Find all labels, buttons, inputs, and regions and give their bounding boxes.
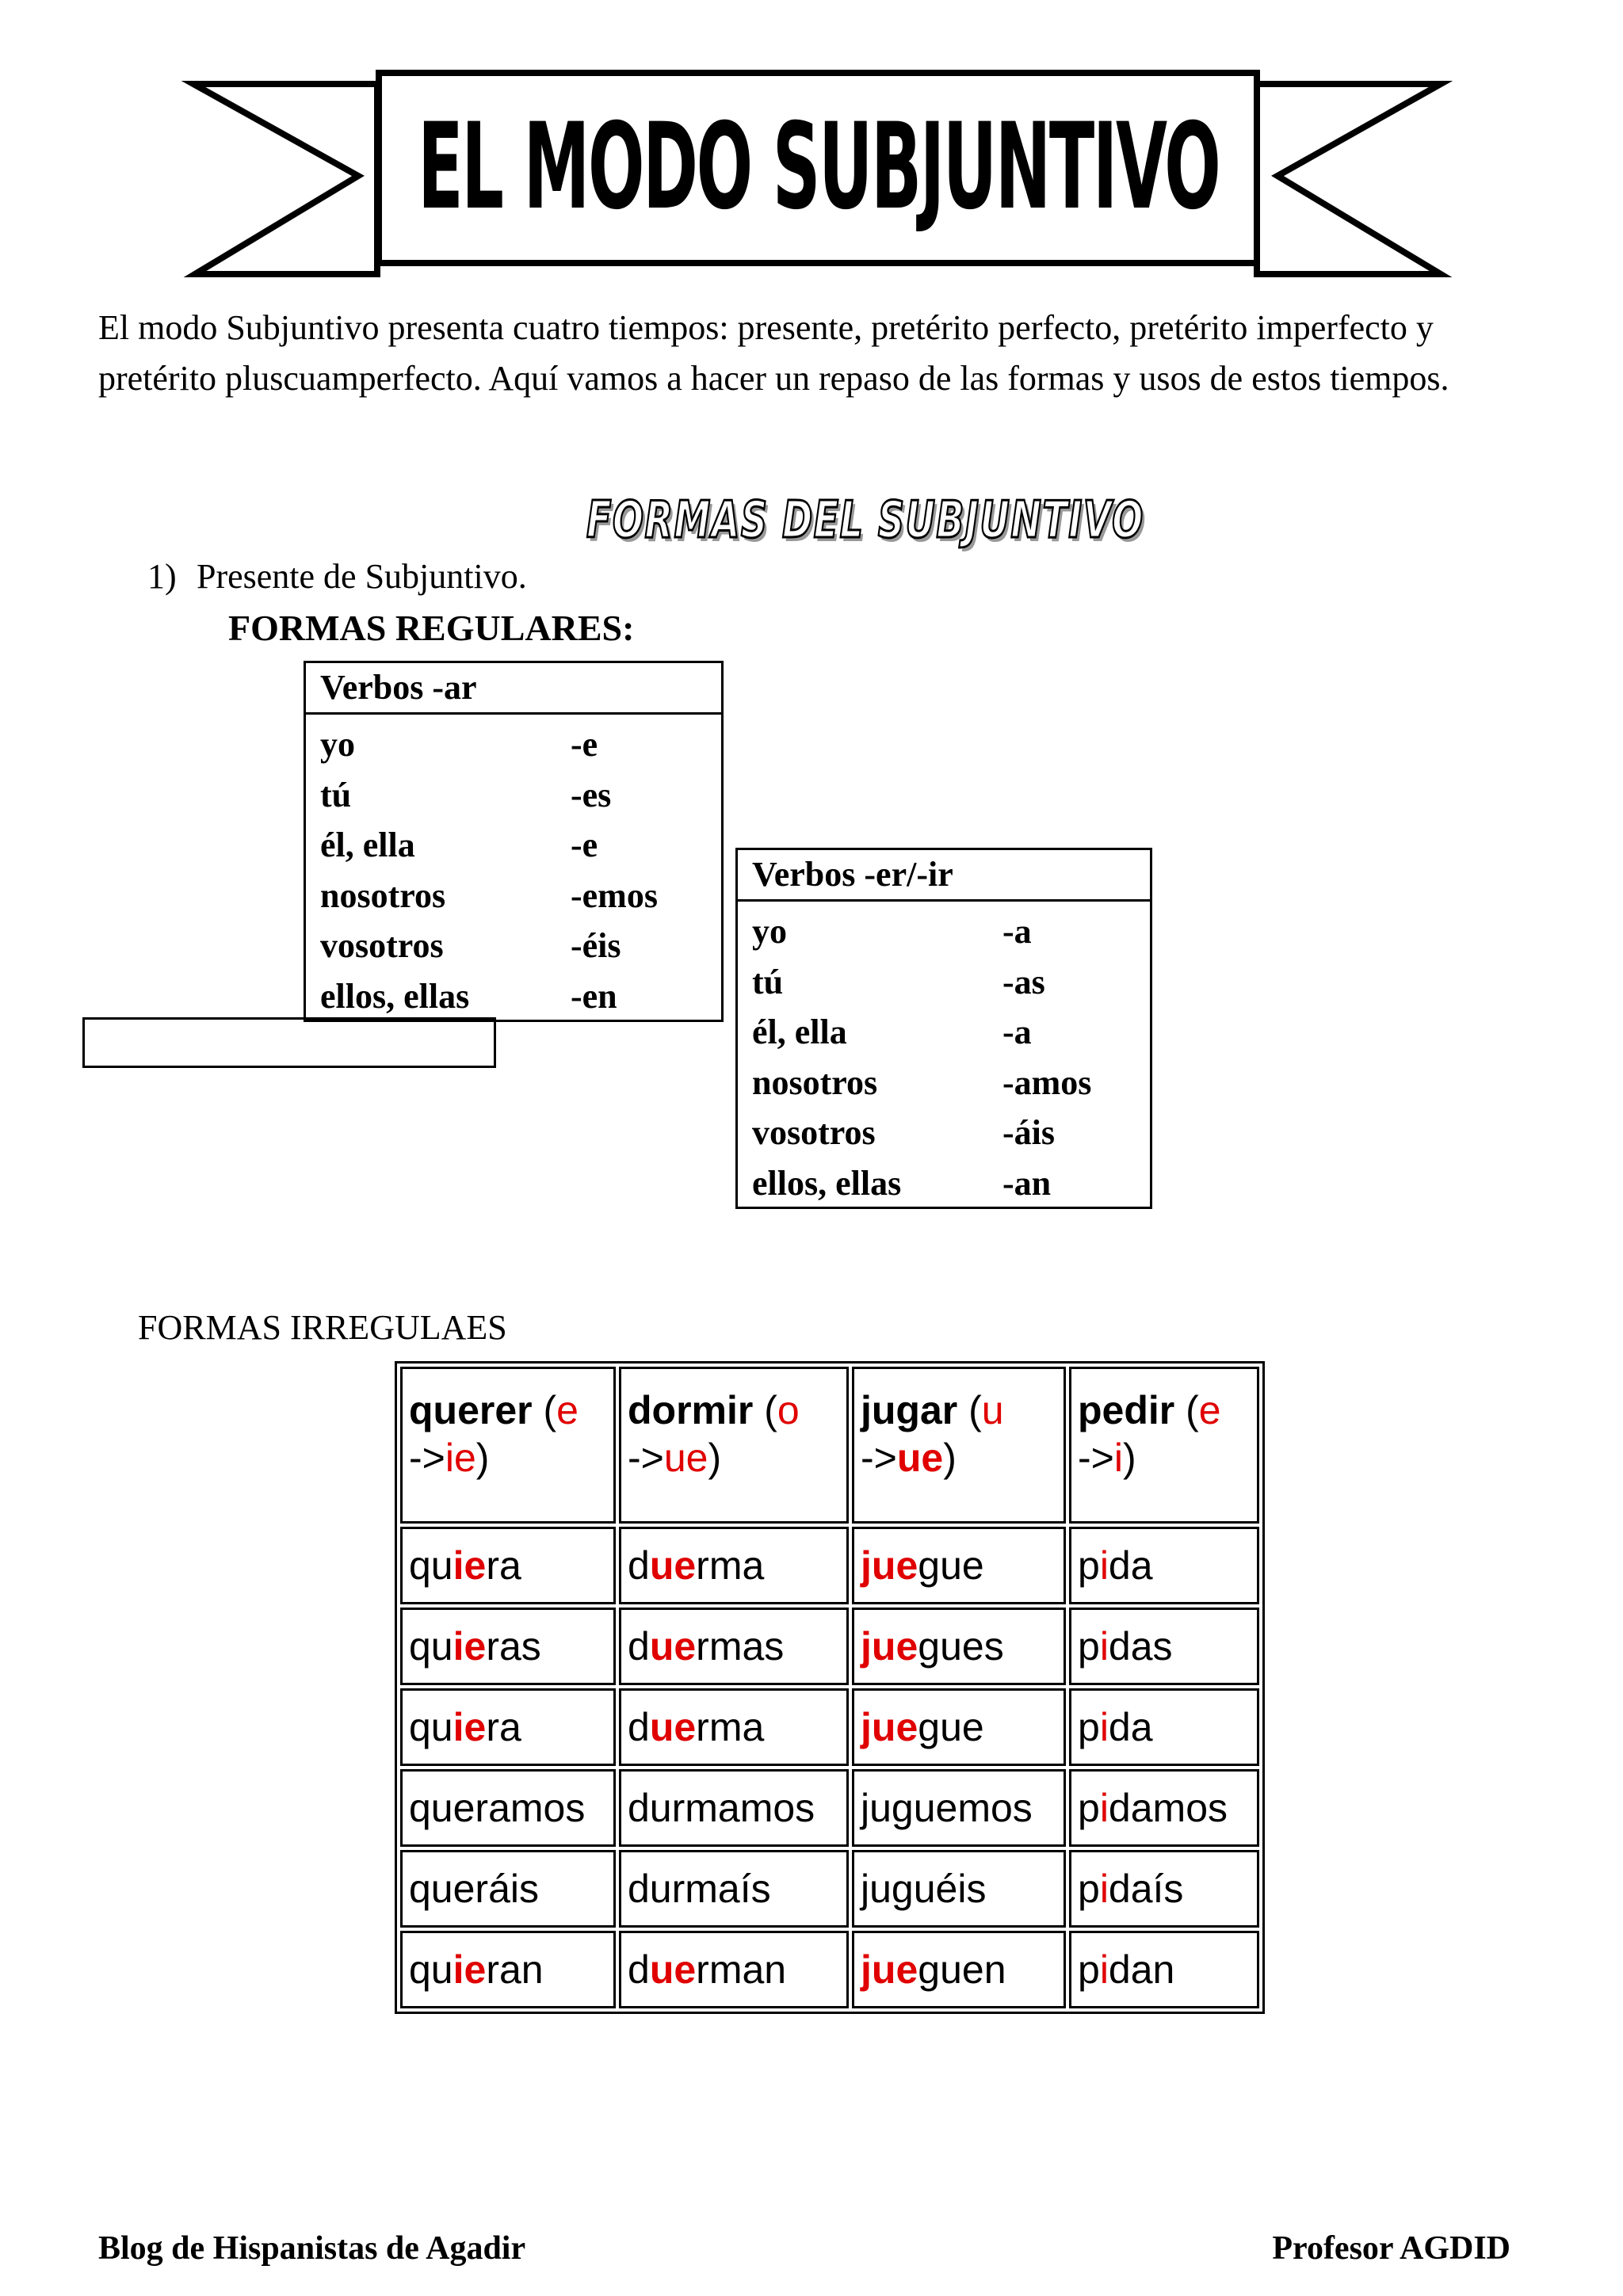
stem-end: da: [1108, 1543, 1153, 1588]
stem-end: gue: [918, 1543, 984, 1588]
pronoun: nosotros: [752, 1062, 878, 1102]
er-ir-table-body: [738, 902, 1150, 1208]
stem-start: juguemos: [861, 1786, 1033, 1830]
table-row: [306, 719, 721, 770]
stem-end: daís: [1108, 1867, 1184, 1911]
stem-change: ie: [453, 1543, 487, 1588]
paren-open: (: [753, 1388, 777, 1432]
section-heading: FORMAS DEL SUBJUNTIVO: [586, 491, 1144, 550]
list-item-number: 1): [147, 557, 177, 596]
stem-start: j: [861, 1705, 872, 1749]
conjugation-cell: [619, 1608, 849, 1685]
stem-end: ra: [486, 1705, 521, 1749]
ending: -e: [571, 725, 598, 764]
conjugation-cell: [1069, 1608, 1259, 1685]
conjugation-cell: [852, 1608, 1066, 1685]
stem-end: rmas: [696, 1624, 785, 1669]
stem-start: j: [861, 1624, 872, 1669]
vowel-to: ie: [445, 1436, 476, 1480]
arrow: ->: [409, 1436, 445, 1480]
conjugation-cell: [619, 1688, 849, 1766]
table-row: [400, 1527, 1259, 1604]
banner-right-tail: [1257, 84, 1441, 274]
stem-change: ie: [453, 1624, 487, 1669]
intro-paragraph: El modo Subjuntivo presenta cuatro tiempos: presente, pretérito perfecto, pretérito imperfecto y pretérito pluscuamperfecto. Aquí vamos a hacer un repaso de las formas y usos de estos tiempos.: [98, 308, 1449, 398]
er-ir-table-heading: Verbos -er/-ir: [738, 850, 1150, 902]
header-cell-dormir: [619, 1367, 849, 1524]
pronoun: yo: [752, 912, 787, 951]
stem-end: gue: [918, 1705, 984, 1749]
stem-change: ue: [649, 1705, 697, 1749]
stem-change: ue: [649, 1624, 697, 1669]
list-item-text: Presente de Subjuntivo.: [197, 557, 527, 596]
verb: dormir: [628, 1388, 754, 1432]
conjugation-cell: [1069, 1850, 1259, 1928]
conjugation-cell: [619, 1850, 849, 1928]
ending: -as: [1002, 962, 1045, 1001]
pronoun: él, ella: [320, 826, 415, 864]
pronoun: tú: [320, 775, 352, 814]
stem-end: gues: [918, 1624, 1004, 1669]
conjugation-cell: [400, 1688, 616, 1766]
conjugation-cell: [619, 1769, 849, 1847]
stem-start: d: [628, 1947, 650, 1992]
vowel-to: ue: [896, 1436, 944, 1480]
verb: querer: [409, 1388, 533, 1432]
stem-start: queramos: [409, 1786, 586, 1830]
paren-open: (: [957, 1388, 982, 1432]
stem-end: dan: [1108, 1947, 1175, 1992]
conjugation-cell: [400, 1931, 616, 2008]
paren-open: (: [532, 1388, 557, 1432]
stem-change: i: [1099, 1705, 1109, 1749]
conjugation-cell: [619, 1931, 849, 2008]
ending: -e: [571, 826, 598, 864]
stem-start: p: [1078, 1947, 1100, 1992]
stem-start: p: [1078, 1624, 1100, 1669]
table-row: [738, 1058, 1150, 1108]
pronoun: tú: [752, 962, 784, 1001]
footer-author: Profesor AGDID: [1272, 2230, 1510, 2267]
conjugation-cell: [1069, 1688, 1259, 1766]
conjugation-cell: [400, 1608, 616, 1685]
vowel-from: e: [556, 1388, 579, 1432]
vowel-to: ue: [663, 1436, 708, 1480]
conjugation-cell: [852, 1688, 1066, 1766]
stem-change: ue: [871, 1543, 918, 1588]
ar-endings-table: [304, 661, 724, 1022]
ar-table-body: [306, 715, 721, 1021]
vowel-from: o: [777, 1388, 800, 1432]
header-cell-jugar: [852, 1367, 1066, 1524]
ar-table-heading: Verbos -ar: [306, 663, 721, 715]
pronoun: yo: [320, 725, 355, 764]
banner-left-tail: [193, 84, 377, 274]
stem-change: ue: [649, 1543, 697, 1588]
stem-change: ue: [649, 1947, 697, 1992]
table-row: [306, 971, 721, 1022]
pronoun: él, ella: [752, 1013, 847, 1051]
vowel-from: e: [1198, 1388, 1221, 1432]
table-row: [738, 1108, 1150, 1158]
stem-start: p: [1078, 1705, 1100, 1749]
ending: -áis: [1002, 1113, 1055, 1152]
table-row: [400, 1608, 1259, 1685]
stem-change: ue: [871, 1624, 918, 1669]
stem-change: i: [1099, 1786, 1109, 1830]
pronoun: vosotros: [320, 926, 444, 965]
vowel-from: u: [981, 1388, 1004, 1432]
irregular-forms-heading: FORMAS IRREGULAES: [138, 1308, 507, 1347]
table-row: [306, 770, 721, 821]
stem-start: p: [1078, 1786, 1100, 1830]
ending: -a: [1002, 1013, 1032, 1051]
stem-change: i: [1099, 1624, 1109, 1669]
pronoun: nosotros: [320, 875, 446, 915]
stem-start: p: [1078, 1867, 1100, 1911]
stem-start: queráis: [409, 1867, 539, 1911]
footer-blog-name: Blog de Hispanistas de Agadir: [98, 2230, 526, 2267]
header-cell-pedir: [1069, 1367, 1259, 1524]
paren-close: ): [1122, 1436, 1136, 1480]
ending: -éis: [571, 926, 621, 965]
stem-change: i: [1099, 1867, 1109, 1911]
ending: -en: [571, 976, 617, 1016]
conjugation-cell: [1069, 1931, 1259, 2008]
conjugation-cell: [400, 1527, 616, 1604]
stem-start: juguéis: [861, 1867, 987, 1911]
arrow: ->: [861, 1436, 897, 1480]
stem-start: qu: [409, 1624, 453, 1669]
stem-change: ie: [453, 1705, 487, 1749]
stem-start: qu: [409, 1947, 453, 1992]
stem-end: rman: [696, 1947, 787, 1992]
empty-box: [82, 1017, 496, 1068]
table-row: [306, 921, 721, 971]
conjugation-cell: [852, 1850, 1066, 1928]
conjugation-cell: [852, 1769, 1066, 1847]
arrow: ->: [1078, 1436, 1114, 1480]
ending: -emos: [571, 875, 658, 915]
stem-start: qu: [409, 1705, 453, 1749]
stem-end: das: [1108, 1624, 1173, 1669]
table-row: [400, 1931, 1259, 2008]
ending: -amos: [1002, 1062, 1092, 1102]
stem-change: i: [1099, 1543, 1109, 1588]
stem-end: ra: [486, 1543, 521, 1588]
vowel-to: i: [1113, 1436, 1123, 1480]
stem-end: rma: [696, 1543, 765, 1588]
conjugation-cell: [1069, 1527, 1259, 1604]
table-row: [306, 820, 721, 871]
stem-end: rma: [696, 1705, 765, 1749]
stem-end: guen: [918, 1947, 1006, 1992]
stem-start: d: [628, 1705, 650, 1749]
pronoun: vosotros: [752, 1113, 876, 1152]
stem-start: p: [1078, 1543, 1100, 1588]
conjugation-cell: [400, 1850, 616, 1928]
stem-start: durmaís: [628, 1867, 771, 1911]
table-row: [400, 1688, 1259, 1766]
stem-start: d: [628, 1543, 650, 1588]
stem-start: j: [861, 1947, 872, 1992]
ending: -an: [1002, 1163, 1052, 1203]
table-row: [738, 906, 1150, 957]
stem-start: qu: [409, 1543, 453, 1588]
table-row: [400, 1850, 1259, 1928]
stem-start: d: [628, 1624, 650, 1669]
irregular-verbs-table: [395, 1361, 1265, 2014]
verb: jugar: [861, 1388, 958, 1432]
verb: pedir: [1078, 1388, 1175, 1432]
regular-forms-heading: FORMAS REGULARES:: [228, 608, 635, 648]
table-header-row: [400, 1367, 1259, 1524]
conjugation-cell: [400, 1769, 616, 1847]
table-row: [738, 1158, 1150, 1209]
conjugation-cell: [619, 1527, 849, 1604]
er-ir-endings-table: [735, 848, 1152, 1209]
ending: -a: [1002, 912, 1032, 951]
banner-title-wrap: [379, 76, 1258, 258]
paren-close: ): [708, 1436, 722, 1480]
ending: -es: [571, 775, 612, 814]
pronoun: ellos, ellas: [752, 1163, 902, 1203]
page-title: EL MODO SUBJUNTIVO: [418, 98, 1220, 236]
stem-change: ue: [871, 1705, 918, 1749]
conjugation-cell: [852, 1527, 1066, 1604]
header-cell-querer: [400, 1367, 616, 1524]
stem-start: j: [861, 1543, 872, 1588]
stem-end: ras: [486, 1624, 541, 1669]
stem-end: da: [1108, 1705, 1153, 1749]
conjugation-cell: [1069, 1769, 1259, 1847]
conjugation-cell: [852, 1931, 1066, 2008]
stem-change: ie: [453, 1947, 487, 1992]
paren-close: ): [943, 1436, 957, 1480]
stem-change: ue: [871, 1947, 918, 1992]
stem-start: durmamos: [628, 1786, 815, 1830]
stem-end: damos: [1108, 1786, 1228, 1830]
table-row: [400, 1769, 1259, 1847]
table-row: [306, 871, 721, 921]
pronoun: ellos, ellas: [320, 976, 470, 1016]
stem-change: i: [1099, 1947, 1109, 1992]
paren-close: ): [475, 1436, 490, 1480]
table-row: [738, 1007, 1150, 1058]
paren-open: (: [1174, 1388, 1199, 1432]
arrow: ->: [628, 1436, 664, 1480]
stem-end: ran: [486, 1947, 544, 1992]
table-row: [738, 957, 1150, 1008]
